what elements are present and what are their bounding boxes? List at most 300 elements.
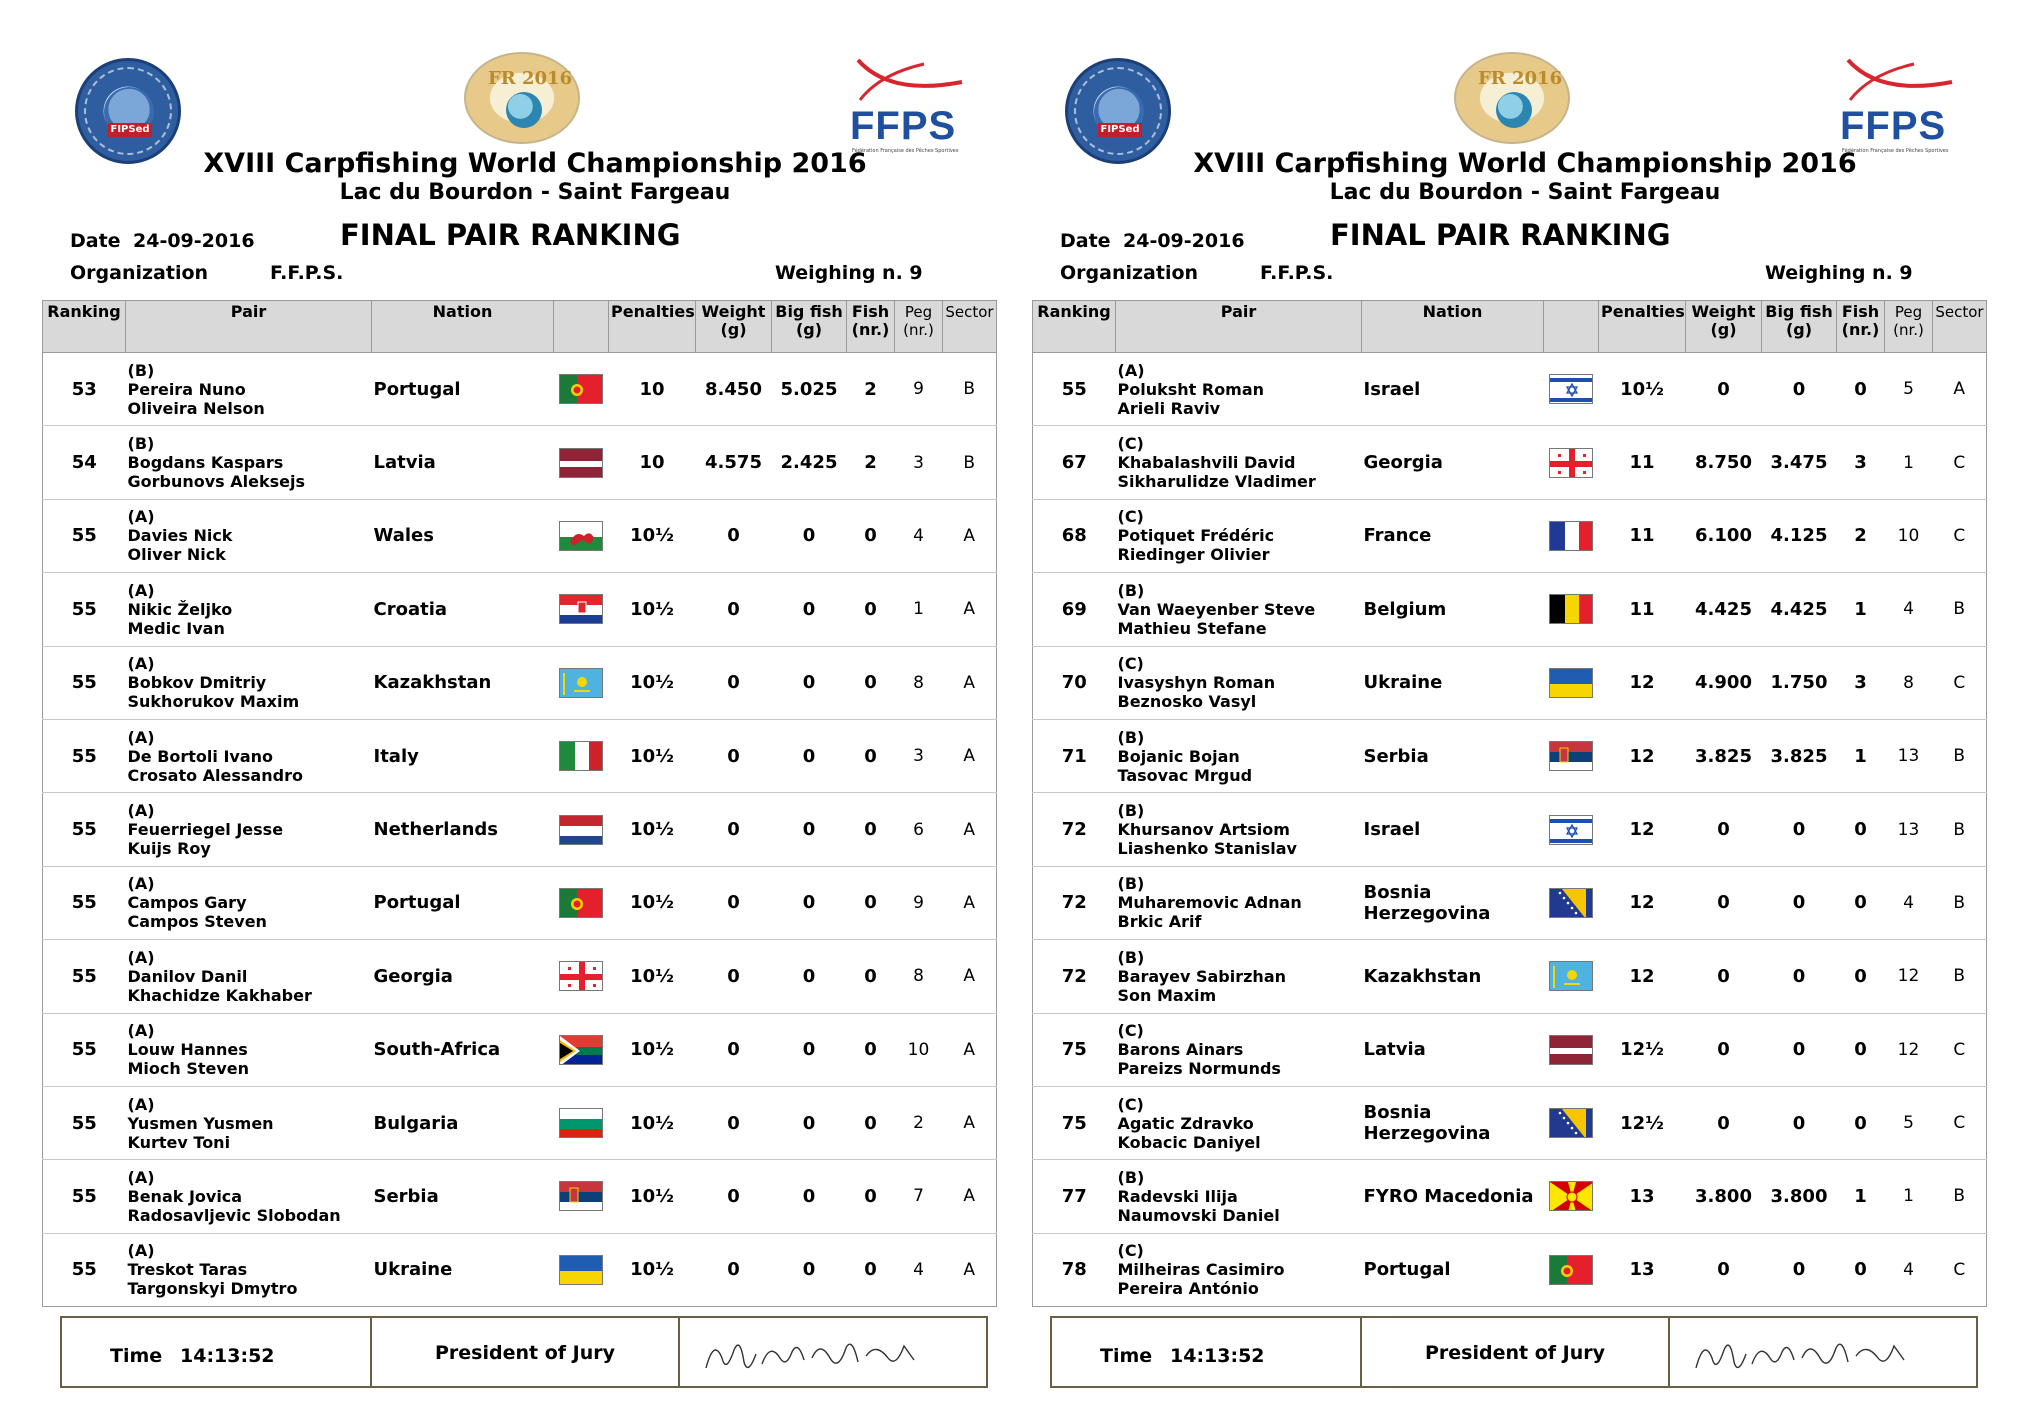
pair-member-2: Targonskyi Dmytro xyxy=(127,1279,298,1299)
pair-group: (C) xyxy=(1117,654,1144,674)
nation-cell: Portugal xyxy=(372,353,554,426)
pair-cell xyxy=(126,719,372,792)
pair-cell xyxy=(1116,573,1362,646)
pair-cell xyxy=(126,1013,372,1086)
peg-cell: 5 xyxy=(1885,353,1933,426)
championship-logo-text: FR 2016 xyxy=(1478,68,1563,89)
fish-cell: 0 xyxy=(1837,353,1885,426)
sector-cell: C xyxy=(1933,1086,1987,1159)
bigfish-cell: 0 xyxy=(772,793,847,866)
nation-cell: Serbia xyxy=(1362,719,1544,792)
time-label: Time xyxy=(1100,1345,1153,1367)
weight-cell: 0 xyxy=(1686,866,1762,939)
fish-cell: 0 xyxy=(847,793,895,866)
weight-cell: 0 xyxy=(696,646,772,719)
pair-member-1: Barons Ainars xyxy=(1117,1040,1244,1060)
col-nation: Nation xyxy=(1362,301,1544,353)
weight-cell: 0 xyxy=(1686,793,1762,866)
table-row xyxy=(43,426,997,499)
weight-cell: 4.900 xyxy=(1686,646,1762,719)
peg-cell: 10 xyxy=(1885,499,1933,572)
fish-cell: 0 xyxy=(847,940,895,1013)
penalties-cell: 10½ xyxy=(609,940,696,1013)
ffps-swoosh-icon xyxy=(850,56,968,106)
pair-group: (B) xyxy=(1117,874,1145,894)
peg-cell: 8 xyxy=(895,940,943,1013)
pair-group: (A) xyxy=(127,1167,155,1187)
pair-group: (A) xyxy=(127,727,155,747)
col-ranking: Ranking xyxy=(1033,301,1116,353)
pair-cell xyxy=(1116,1086,1362,1159)
rank-cell: 72 xyxy=(1033,793,1116,866)
latvia-flag-icon xyxy=(1549,1035,1593,1065)
nation-cell: Portugal xyxy=(1362,1233,1544,1306)
pair-member-2: Oliveira Nelson xyxy=(127,398,265,418)
pair-member-2: Crosato Alessandro xyxy=(127,765,303,785)
nation-cell: Latvia xyxy=(372,426,554,499)
peg-cell: 12 xyxy=(1885,1013,1933,1086)
pair-group: (B) xyxy=(1117,947,1145,967)
championship-logo xyxy=(464,52,580,144)
table-row xyxy=(43,573,997,646)
pair-member-2: Gorbunovs Aleksejs xyxy=(127,472,306,492)
pair-member-2: Sukhorukov Maxim xyxy=(127,692,300,712)
pair-member-1: De Bortoli Ivano xyxy=(127,746,274,766)
nation-cell: Serbia xyxy=(372,1160,554,1233)
ranking-title: FINAL PAIR RANKING xyxy=(340,218,681,252)
table-row xyxy=(1033,1233,1987,1306)
pair-member-2: Kobacic Daniyel xyxy=(1117,1132,1261,1152)
sector-cell: B xyxy=(1933,793,1987,866)
jury-label: President of Jury xyxy=(435,1342,615,1364)
pair-cell xyxy=(126,426,372,499)
ffps-logo-subtext: Fédération Française des Pêches Sportives xyxy=(1842,148,1949,154)
ffps-swoosh-icon xyxy=(1840,56,1958,106)
pair-member-2: Khachidze Kakhaber xyxy=(127,985,312,1005)
penalties-cell: 11 xyxy=(1599,426,1686,499)
flag-cell xyxy=(1544,646,1599,719)
table-row xyxy=(43,719,997,792)
flag-cell xyxy=(1544,866,1599,939)
penalties-cell: 10½ xyxy=(609,499,696,572)
pair-group: (A) xyxy=(127,654,155,674)
sector-cell: A xyxy=(943,646,997,719)
penalties-cell: 12 xyxy=(1599,646,1686,719)
weighing-number: Weighing n. 9 xyxy=(775,262,923,284)
weight-cell: 0 xyxy=(696,940,772,1013)
sector-cell: A xyxy=(943,499,997,572)
weight-cell: 0 xyxy=(696,1013,772,1086)
sector-cell: A xyxy=(943,719,997,792)
pair-member-1: Benak Jovica xyxy=(127,1186,243,1206)
organization-label: Organization xyxy=(70,262,209,284)
nation-cell: South-Africa xyxy=(372,1013,554,1086)
rank-cell: 55 xyxy=(43,499,126,572)
serbia-flag-icon xyxy=(1549,741,1593,771)
pair-member-2: Naumovski Daniel xyxy=(1117,1205,1280,1225)
rank-cell: 71 xyxy=(1033,719,1116,792)
flag-cell xyxy=(1544,793,1599,866)
pair-member-1: Pereira Nuno xyxy=(127,379,246,399)
organization-value: F.F.P.S. xyxy=(1260,262,1334,284)
sector-cell: A xyxy=(943,1086,997,1159)
penalties-cell: 10½ xyxy=(609,1160,696,1233)
rank-cell: 55 xyxy=(43,866,126,939)
bigfish-cell: 0 xyxy=(772,1233,847,1306)
bigfish-cell: 4.425 xyxy=(1762,573,1837,646)
sector-cell: C xyxy=(1933,646,1987,719)
macedonia-flag-icon xyxy=(1549,1181,1593,1211)
pair-member-1: Poluksht Roman xyxy=(1117,379,1265,399)
pair-member-2: Riedinger Olivier xyxy=(1117,545,1270,565)
table-row xyxy=(1033,499,1987,572)
penalties-cell: 12½ xyxy=(1599,1013,1686,1086)
fipsed-logo-text: FIPSed xyxy=(1098,123,1142,137)
ffps-logo-subtext: Fédération Française des Pêches Sportives xyxy=(852,148,959,154)
peg-cell: 4 xyxy=(895,499,943,572)
pair-cell xyxy=(126,646,372,719)
pair-cell xyxy=(1116,353,1362,426)
pair-cell xyxy=(1116,1160,1362,1233)
table-header-row xyxy=(43,301,997,353)
pair-group: (A) xyxy=(127,1021,155,1041)
flag-cell xyxy=(554,719,609,792)
ranking-sheet-right xyxy=(1030,0,2020,1428)
peg-cell: 12 xyxy=(1885,940,1933,1013)
col-penalties: Penalties xyxy=(609,301,696,353)
pair-group: (C) xyxy=(1117,507,1144,527)
fish-cell: 1 xyxy=(1837,1160,1885,1233)
sector-cell: B xyxy=(1933,1160,1987,1233)
nation-cell: Israel xyxy=(1362,353,1544,426)
nation-cell: FYRO Macedonia xyxy=(1362,1160,1544,1233)
flag-cell xyxy=(1544,719,1599,792)
flag-cell xyxy=(554,353,609,426)
peg-cell: 4 xyxy=(895,1233,943,1306)
pair-member-1: Muharemovic Adnan xyxy=(1117,893,1302,913)
championship-logo-text: FR 2016 xyxy=(488,68,573,89)
ranking-title: FINAL PAIR RANKING xyxy=(1330,218,1671,252)
table-row xyxy=(43,499,997,572)
southafrica-flag-icon xyxy=(559,1035,603,1065)
weight-cell: 0 xyxy=(696,793,772,866)
fish-cell: 0 xyxy=(1837,866,1885,939)
col-penalties: Penalties xyxy=(1599,301,1686,353)
flag-cell xyxy=(554,646,609,719)
pair-group: (A) xyxy=(127,1094,155,1114)
croatia-flag-icon xyxy=(559,594,603,624)
weight-cell: 0 xyxy=(696,1233,772,1306)
nation-cell: Bosnia Herzegovina xyxy=(1362,1086,1544,1159)
rank-cell: 55 xyxy=(43,1160,126,1233)
pair-member-1: Van Waeyenber Steve xyxy=(1117,599,1316,619)
penalties-cell: 13 xyxy=(1599,1233,1686,1306)
bigfish-cell: 0 xyxy=(1762,1086,1837,1159)
fipsed-logo-text: FIPSed xyxy=(108,123,152,137)
col-flag xyxy=(1544,301,1599,353)
peg-cell: 3 xyxy=(895,719,943,792)
pair-member-1: Bogdans Kaspars xyxy=(127,453,284,473)
pair-member-2: Brkic Arif xyxy=(1117,912,1202,932)
weight-cell: 0 xyxy=(1686,1013,1762,1086)
table-header-row xyxy=(1033,301,1987,353)
col-sector: Sector xyxy=(943,301,997,353)
table-row xyxy=(1033,573,1987,646)
rank-cell: 55 xyxy=(43,646,126,719)
bigfish-cell: 0 xyxy=(772,1013,847,1086)
fish-cell: 0 xyxy=(847,1086,895,1159)
date-value: 24-09-2016 xyxy=(1123,230,1245,252)
pair-group: (A) xyxy=(127,874,155,894)
pair-member-1: Louw Hannes xyxy=(127,1040,248,1060)
table-row xyxy=(43,1086,997,1159)
bigfish-cell: 2.425 xyxy=(772,426,847,499)
table-row xyxy=(1033,719,1987,792)
bigfish-cell: 0 xyxy=(1762,940,1837,1013)
bosnia-flag-icon xyxy=(1549,1108,1593,1138)
rank-cell: 72 xyxy=(1033,866,1116,939)
pair-cell xyxy=(1116,499,1362,572)
bigfish-cell: 1.750 xyxy=(1762,646,1837,719)
ranking-table xyxy=(42,300,997,1307)
ffps-logo-text: FFPS xyxy=(1840,104,1947,148)
nation-cell: Italy xyxy=(372,719,554,792)
col-bigfish: Big fish (g) xyxy=(772,301,847,353)
bigfish-cell: 0 xyxy=(772,719,847,792)
nation-cell: Belgium xyxy=(1362,573,1544,646)
table-row xyxy=(1033,866,1987,939)
ffps-logo xyxy=(1840,56,1958,154)
flag-cell xyxy=(1544,499,1599,572)
ukraine-flag-icon xyxy=(1549,668,1593,698)
weight-cell: 8.450 xyxy=(696,353,772,426)
col-bigfish: Big fish (g) xyxy=(1762,301,1837,353)
bosnia-flag-icon xyxy=(1549,888,1593,918)
sector-cell: B xyxy=(1933,573,1987,646)
ukraine-flag-icon xyxy=(559,1255,603,1285)
serbia-flag-icon xyxy=(559,1181,603,1211)
date-label: Date xyxy=(1060,230,1111,252)
pair-member-2: Beznosko Vasyl xyxy=(1117,692,1257,712)
table-row xyxy=(43,940,997,1013)
pair-group: (C) xyxy=(1117,434,1144,454)
rank-cell: 67 xyxy=(1033,426,1116,499)
georgia-flag-icon xyxy=(1549,448,1593,478)
footer-box xyxy=(1050,1316,1978,1388)
pair-member-2: Arieli Raviv xyxy=(1117,398,1221,418)
rank-cell: 72 xyxy=(1033,940,1116,1013)
time-value: 14:13:52 xyxy=(180,1345,275,1367)
table-row xyxy=(1033,793,1987,866)
pair-group: (C) xyxy=(1117,1021,1144,1041)
sector-cell: C xyxy=(1933,1233,1987,1306)
rank-cell: 55 xyxy=(43,573,126,646)
table-row xyxy=(1033,426,1987,499)
sector-cell: A xyxy=(943,1233,997,1306)
bigfish-cell: 0 xyxy=(772,940,847,1013)
sector-cell: B xyxy=(943,353,997,426)
sector-cell: A xyxy=(943,866,997,939)
fish-cell: 0 xyxy=(1837,940,1885,1013)
flag-cell xyxy=(554,793,609,866)
peg-cell: 10 xyxy=(895,1013,943,1086)
table-row xyxy=(1033,1086,1987,1159)
peg-cell: 4 xyxy=(1885,866,1933,939)
penalties-cell: 10½ xyxy=(609,719,696,792)
sector-cell: B xyxy=(1933,866,1987,939)
fish-cell: 2 xyxy=(847,353,895,426)
weight-cell: 4.425 xyxy=(1686,573,1762,646)
col-pair: Pair xyxy=(126,301,372,353)
weight-cell: 0 xyxy=(696,1160,772,1233)
flag-cell xyxy=(1544,1086,1599,1159)
pair-group: (B) xyxy=(127,434,155,454)
championship-logo xyxy=(1454,52,1570,144)
france-flag-icon xyxy=(1549,521,1593,551)
bigfish-cell: 3.475 xyxy=(1762,426,1837,499)
peg-cell: 1 xyxy=(1885,1160,1933,1233)
penalties-cell: 10½ xyxy=(609,1233,696,1306)
pair-member-2: Mathieu Stefane xyxy=(1117,618,1267,638)
peg-cell: 6 xyxy=(895,793,943,866)
peg-cell: 5 xyxy=(1885,1086,1933,1159)
peg-cell: 4 xyxy=(1885,1233,1933,1306)
fish-cell: 0 xyxy=(1837,1013,1885,1086)
sector-cell: A xyxy=(943,1013,997,1086)
penalties-cell: 12 xyxy=(1599,940,1686,1013)
sector-cell: B xyxy=(943,426,997,499)
pair-group: (B) xyxy=(1117,727,1145,747)
peg-cell: 1 xyxy=(1885,426,1933,499)
page-title: XVIII Carpfishing World Championship 2016 xyxy=(1193,148,1857,179)
pair-member-1: Khabalashvili David xyxy=(1117,453,1296,473)
table-row xyxy=(43,1233,997,1306)
weighing-number: Weighing n. 9 xyxy=(1765,262,1913,284)
sector-cell: C xyxy=(1933,499,1987,572)
weight-cell: 6.100 xyxy=(1686,499,1762,572)
col-flag xyxy=(554,301,609,353)
weight-cell: 0 xyxy=(1686,940,1762,1013)
rank-cell: 68 xyxy=(1033,499,1116,572)
page-title: XVIII Carpfishing World Championship 2016 xyxy=(203,148,867,179)
pair-cell xyxy=(1116,793,1362,866)
sector-cell: A xyxy=(1933,353,1987,426)
table-row xyxy=(43,1160,997,1233)
penalties-cell: 10½ xyxy=(609,1086,696,1159)
flag-cell xyxy=(554,940,609,1013)
pair-group: (A) xyxy=(127,801,155,821)
pair-member-2: Campos Steven xyxy=(127,912,267,932)
penalties-cell: 10½ xyxy=(609,573,696,646)
pair-group: (B) xyxy=(1117,580,1145,600)
sector-cell: B xyxy=(1933,940,1987,1013)
rank-cell: 75 xyxy=(1033,1086,1116,1159)
pair-group: (A) xyxy=(127,1241,155,1261)
bulgaria-flag-icon xyxy=(559,1108,603,1138)
weight-cell: 4.575 xyxy=(696,426,772,499)
nation-cell: Kazakhstan xyxy=(372,646,554,719)
page-subtitle: Lac du Bourdon - Saint Fargeau xyxy=(339,180,731,205)
weight-cell: 0 xyxy=(696,866,772,939)
pair-group: (B) xyxy=(127,360,155,380)
fish-cell: 0 xyxy=(847,1160,895,1233)
fish-cell: 3 xyxy=(1837,646,1885,719)
bigfish-cell: 4.125 xyxy=(1762,499,1837,572)
bigfish-cell: 0 xyxy=(772,866,847,939)
fish-cell: 0 xyxy=(847,719,895,792)
nation-cell: Bosnia Herzegovina xyxy=(1362,866,1544,939)
flag-cell xyxy=(1544,1160,1599,1233)
penalties-cell: 10½ xyxy=(1599,353,1686,426)
fish-cell: 0 xyxy=(847,646,895,719)
pair-cell xyxy=(126,1086,372,1159)
rank-cell: 55 xyxy=(43,793,126,866)
pair-cell xyxy=(126,353,372,426)
nation-cell: Ukraine xyxy=(372,1233,554,1306)
footer-box xyxy=(60,1316,988,1388)
penalties-cell: 10 xyxy=(609,426,696,499)
rank-cell: 69 xyxy=(1033,573,1116,646)
peg-cell: 4 xyxy=(1885,573,1933,646)
peg-cell: 13 xyxy=(1885,793,1933,866)
pair-cell xyxy=(1116,866,1362,939)
rank-cell: 55 xyxy=(43,1233,126,1306)
pair-group: (B) xyxy=(1117,1167,1145,1187)
bigfish-cell: 0 xyxy=(1762,353,1837,426)
peg-cell: 7 xyxy=(895,1160,943,1233)
pair-member-1: Bobkov Dmitriy xyxy=(127,673,267,693)
pair-cell xyxy=(1116,1233,1362,1306)
pair-cell xyxy=(1116,1013,1362,1086)
belgium-flag-icon xyxy=(1549,594,1593,624)
fish-cell: 0 xyxy=(1837,1233,1885,1306)
nation-cell: Georgia xyxy=(1362,426,1544,499)
weight-cell: 3.800 xyxy=(1686,1160,1762,1233)
col-weight: Weight (g) xyxy=(1686,301,1762,353)
nation-cell: Wales xyxy=(372,499,554,572)
bigfish-cell: 5.025 xyxy=(772,353,847,426)
pair-member-1: Ivasyshyn Roman xyxy=(1117,673,1276,693)
pair-member-2: Tasovac Mrgud xyxy=(1117,765,1253,785)
nation-cell: Ukraine xyxy=(1362,646,1544,719)
table-row xyxy=(1033,1013,1987,1086)
penalties-cell: 10 xyxy=(609,353,696,426)
penalties-cell: 12 xyxy=(1599,719,1686,792)
table-row xyxy=(43,866,997,939)
signature-icon xyxy=(700,1328,930,1384)
bigfish-cell: 0 xyxy=(1762,866,1837,939)
pair-member-1: Campos Gary xyxy=(127,893,247,913)
flag-cell xyxy=(554,1233,609,1306)
nation-cell: Israel xyxy=(1362,793,1544,866)
rank-cell: 55 xyxy=(43,1013,126,1086)
pair-cell xyxy=(1116,646,1362,719)
pair-member-2: Pereira António xyxy=(1117,1279,1259,1299)
penalties-cell: 10½ xyxy=(609,1013,696,1086)
pair-member-1: Barayev Sabirzhan xyxy=(1117,966,1287,986)
portugal-flag-icon xyxy=(559,888,603,918)
wales-flag-icon xyxy=(559,521,603,551)
pair-group: (C) xyxy=(1117,1094,1144,1114)
pair-member-1: Davies Nick xyxy=(127,526,233,546)
rank-cell: 53 xyxy=(43,353,126,426)
pair-member-1: Radevski Ilija xyxy=(1117,1186,1238,1206)
pair-group: (A) xyxy=(127,947,155,967)
fish-cell: 2 xyxy=(1837,499,1885,572)
nation-cell: Latvia xyxy=(1362,1013,1544,1086)
col-fish: Fish (nr.) xyxy=(847,301,895,353)
weight-cell: 0 xyxy=(1686,1233,1762,1306)
